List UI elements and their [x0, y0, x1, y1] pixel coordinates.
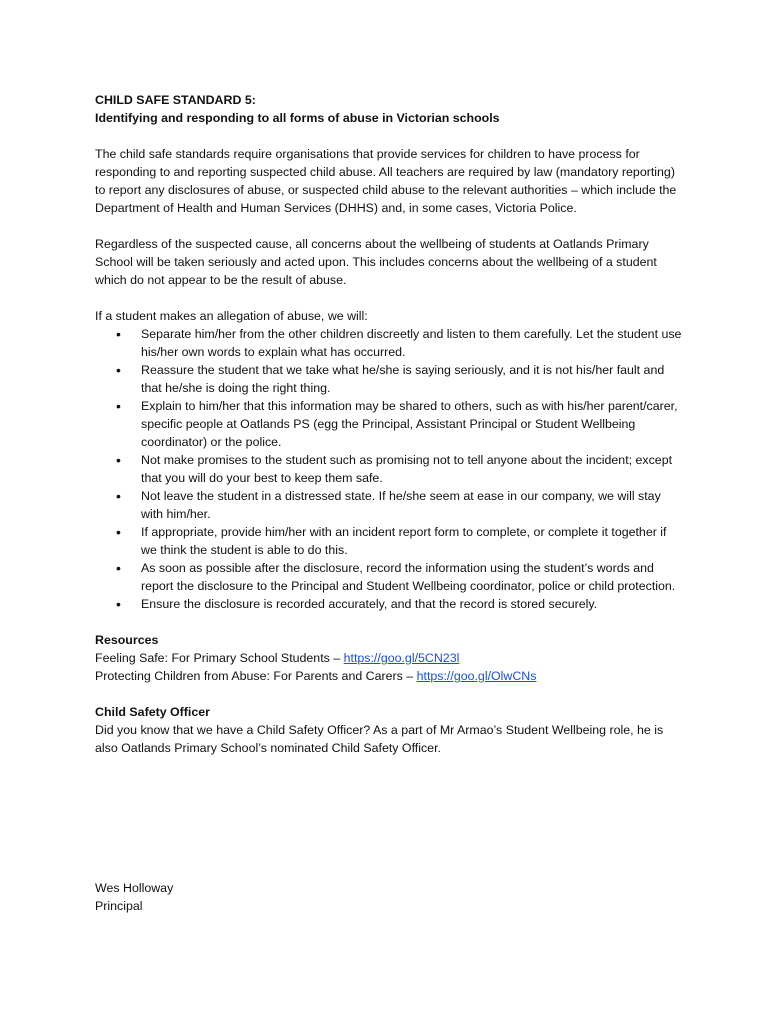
document-body — [95, 91, 685, 757]
resources-title: Resources — [95, 633, 159, 647]
list-item: • Ensure the disclosure is recorded accurately, and that the record is stored securely. — [95, 595, 685, 613]
resource-label: Protecting Children from Abuse: For Parents and Carers – — [95, 669, 417, 683]
child-safety-officer-text: Did you know that we have a Child Safety Officer? As a part of Mr Armao’s Student Wellbeing role, he is also Oatlands Primary School’s nominated Child Safety Officer. — [95, 723, 664, 755]
resource-item-protecting-children — [95, 667, 685, 685]
list-item: • If appropriate, provide him/her with an incident report form to complete, or complete it together if we think the student is able to do this. — [95, 523, 685, 559]
signature-block — [95, 879, 173, 915]
child-safety-officer-title: Child Safety Officer — [95, 705, 210, 719]
resource-label: Feeling Safe: For Primary School Students – — [95, 651, 344, 665]
list-item: • As soon as possible after the disclosure, record the information using the student’s words and report the disclosure to the Principal and Student Wellbeing coordinator, police or child protection. — [95, 559, 685, 595]
signature-name: Wes Holloway — [95, 881, 174, 895]
resource-item-feeling-safe — [95, 649, 685, 667]
resource-link-feeling-safe[interactable]: https://goo.gl/5CN23l — [343, 651, 460, 665]
heading-line-1: CHILD SAFE STANDARD 5: — [95, 93, 256, 107]
list-item: • Explain to him/her that this information may be shared to others, such as with his/her parent/carer, specific people at Oatlands PS (egg the Principal, Assistant Principal or Student Wellbeing coordinator) or the police. — [95, 397, 685, 451]
list-item: • Reassure the student that we take what he/she is saying seriously, and it is not his/her fault and that he/she is doing the right thing. — [95, 361, 685, 397]
heading-line-2: Identifying and responding to all forms of abuse in Victorian schools — [95, 111, 500, 125]
list-item: • Not leave the student in a distressed state. If he/she seem at ease in our company, we will stay with him/her. — [95, 487, 685, 523]
resource-link-protecting-children[interactable]: https://goo.gl/OlwCNs — [416, 669, 537, 683]
list-item: • Not make promises to the student such as promising not to tell anyone about the incident; except that you will do your best to keep them safe. — [95, 451, 685, 487]
paragraph-intro: The child safe standards require organisations that provide services for children to have process for responding to and reporting suspected child abuse. All teachers are required by law (mandatory reporting) to report any disclosures of abuse, or suspected child abuse to the relevant authorities – which include the Department of Health and Human Services (DHHS) and, in some cases, Victoria Police. — [95, 147, 677, 215]
list-item: • Separate him/her from the other children discreetly and listen to them carefully. Let the student use his/her own words to explain what has occurred. — [95, 325, 685, 361]
paragraph-concerns: Regardless of the suspected cause, all concerns about the wellbeing of students at Oatlands Primary School will be taken seriously and acted upon. This includes concerns about the wellbeing of a student which do not appear to be the result of abuse. — [95, 237, 657, 287]
list-intro: If a student makes an allegation of abuse, we will: — [95, 309, 368, 323]
signature-role: Principal — [95, 899, 143, 913]
response-steps-list — [95, 325, 685, 613]
